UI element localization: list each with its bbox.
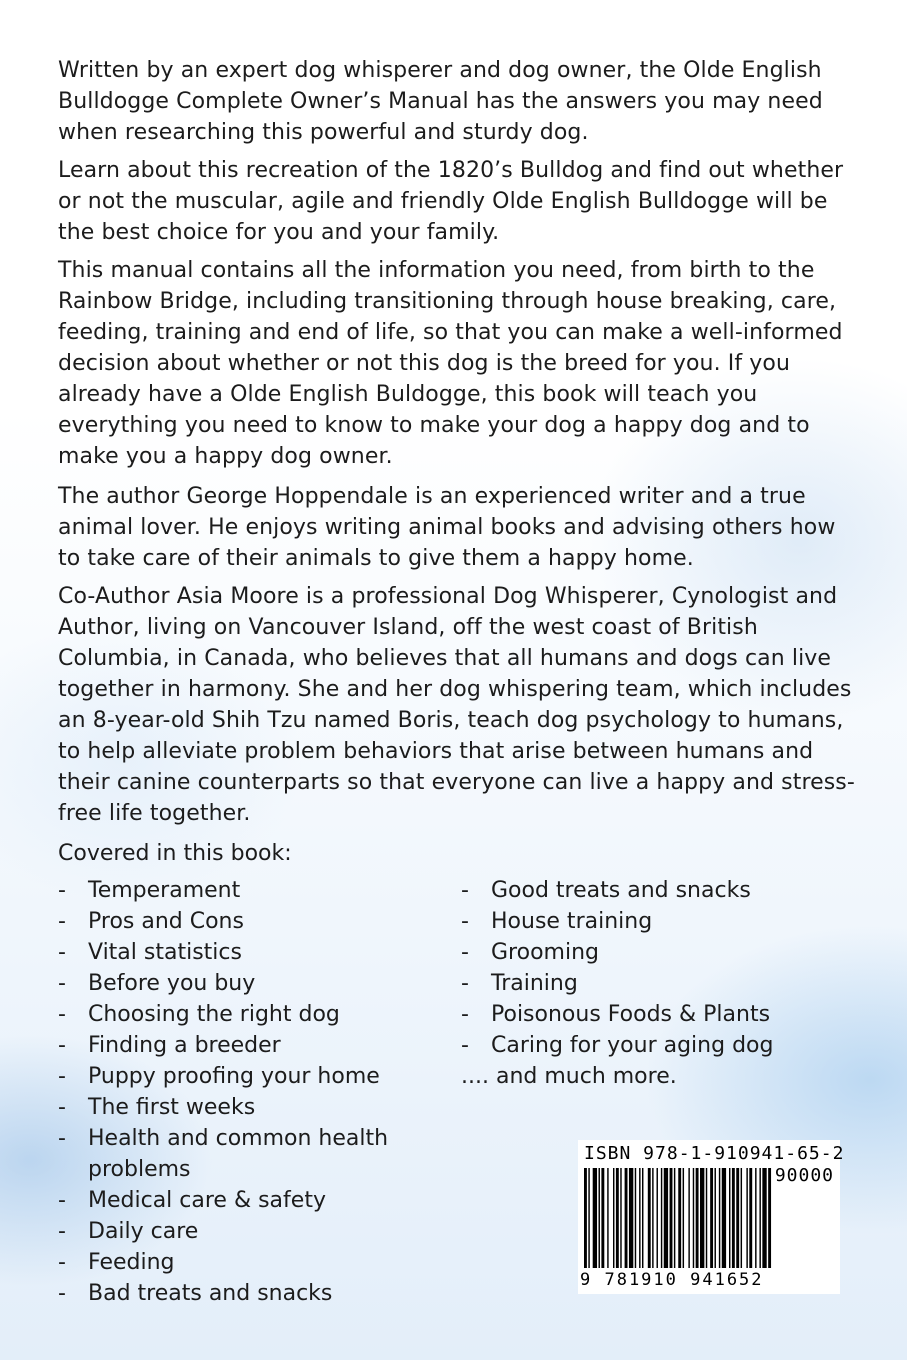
- description-paragraph-2: Learn about this recreation of the 1820’s Bulldog and find out whether or not the muscular, agile and friendly Olde English Bulldogge will be the best choice for you and your family.: [58, 158, 844, 245]
- barcode-bar: [736, 1168, 739, 1268]
- author-bio-paragraph: The author George Hoppendale is an experienced writer and a true animal lover. He enjoys writing animal books and advising others how to take care of their animals to give them a happy home.: [58, 484, 836, 571]
- barcode-bar: [613, 1168, 614, 1268]
- barcode-bar: [762, 1168, 766, 1268]
- topic-label: Vital statistics: [88, 940, 242, 965]
- bullet-dash: -: [58, 1250, 66, 1275]
- topic-item: [461, 1030, 861, 1061]
- topic-label: Health and common health problems: [88, 1126, 389, 1182]
- and-much-more-text: .... and much more.: [461, 1064, 677, 1089]
- bullet-dash: -: [58, 878, 66, 903]
- barcode-bar: [657, 1168, 658, 1268]
- bullet-dash: -: [58, 1002, 66, 1027]
- barcode-bar: [706, 1168, 707, 1268]
- barcode-bar: [722, 1168, 726, 1268]
- bullet-dash: -: [58, 1188, 66, 1213]
- barcode-bar: [639, 1168, 640, 1268]
- topic-item: [461, 937, 861, 968]
- topic-item: [58, 1216, 438, 1247]
- barcode-bar: [616, 1168, 619, 1268]
- barcode-bar: [625, 1168, 628, 1268]
- barcode-bar: [599, 1168, 600, 1268]
- topic-label: Medical care & safety: [88, 1188, 326, 1213]
- barcode-bar: [648, 1168, 651, 1268]
- barcode-bar: [688, 1168, 689, 1268]
- topic-label: Choosing the right dog: [88, 1002, 340, 1027]
- barcode-bar: [696, 1168, 699, 1268]
- topic-label: Bad treats and snacks: [88, 1281, 333, 1306]
- barcode-bar: [642, 1168, 643, 1268]
- covered-heading: Covered in this book:: [58, 841, 292, 866]
- bullet-dash: -: [461, 878, 469, 903]
- topic-item: [58, 1185, 438, 1216]
- topic-label: Temperament: [88, 878, 241, 903]
- bullet-dash: -: [461, 971, 469, 996]
- barcode-bar: [759, 1168, 760, 1268]
- topic-item: [58, 968, 438, 999]
- barcode-bar: [710, 1168, 713, 1268]
- price-code-label: 90000: [774, 1165, 834, 1186]
- barcode-bar: [693, 1168, 694, 1268]
- topic-label: Training: [491, 971, 578, 996]
- bullet-dash: -: [461, 940, 469, 965]
- barcode-bar: [664, 1168, 668, 1268]
- topic-item: [58, 1030, 438, 1061]
- barcode-bar: [683, 1168, 684, 1268]
- bullet-dash: -: [58, 940, 66, 965]
- barcode-bars: [584, 1165, 834, 1276]
- topic-label: Grooming: [491, 940, 599, 965]
- bullet-dash: -: [461, 1002, 469, 1027]
- description-paragraph-3: This manual contains all the information you need, from birth to the Rainbow Bridge, including transitioning through house breaking, care, feeding, training and end of life, so that you can make a well-informed decision about whether or not this dog is the breed for you. If you already have a Olde English Buldogge, this book will teach you everything you need to know to make your dog a happy dog and to make you a happy dog owner.: [58, 258, 843, 469]
- barcode-bar: [629, 1168, 633, 1268]
- topic-label: The first weeks: [88, 1095, 256, 1120]
- topic-item: [58, 1123, 438, 1185]
- topic-item: [58, 1247, 438, 1278]
- coauthor-bio-paragraph: Co-Author Asia Moore is a professional Dog Whisperer, Cynologist and Author, living on Vancouver Island, off the west coast of British Columbia, in Canada, who believes that all humans and dogs can live together in harmony. She and her dog whispering team, which includes an 8-year-old Shih Tzu named Boris, teach dog psychology to humans, to help alleviate problem behaviors that arise between humans and their canine counterparts so that everyone can live a happy and stress-free life together.: [58, 584, 855, 826]
- bullet-dash: -: [461, 1033, 469, 1058]
- bullet-dash: -: [58, 1219, 66, 1244]
- barcode-bar: [670, 1168, 673, 1268]
- isbn-label: ISBN 978-1-910941-65-2: [584, 1143, 845, 1164]
- topic-item: [58, 1061, 438, 1092]
- bullet-dash: -: [58, 1281, 66, 1306]
- topic-label: Poisonous Foods & Plants: [491, 1002, 771, 1027]
- barcode-bar: [601, 1168, 604, 1268]
- barcode-bar: [652, 1168, 653, 1268]
- barcode-bar: [607, 1168, 608, 1268]
- barcode-bar: [719, 1168, 720, 1268]
- topic-label: Feeding: [88, 1250, 175, 1275]
- topic-item: [58, 875, 438, 906]
- barcode-bar: [732, 1168, 735, 1268]
- topic-label: Caring for your aging dog: [491, 1033, 774, 1058]
- bullet-dash: -: [58, 909, 66, 934]
- topic-label: House training: [491, 909, 653, 934]
- bullet-dash: -: [58, 1033, 66, 1058]
- barcode-bar: [749, 1168, 752, 1268]
- topic-label: Finding a breeder: [88, 1033, 281, 1058]
- topic-item: [461, 968, 861, 999]
- barcode-bar: [729, 1168, 730, 1268]
- barcode-bar: [635, 1168, 636, 1268]
- topic-item: [58, 1278, 438, 1309]
- barcode-bar: [588, 1168, 589, 1268]
- isbn-barcode: [578, 1140, 845, 1294]
- topic-label: Pros and Cons: [88, 909, 244, 934]
- topic-item: [461, 999, 861, 1030]
- topic-label: Daily care: [88, 1219, 199, 1244]
- topic-label: Puppy proofing your home: [88, 1064, 380, 1089]
- barcode-bar: [746, 1168, 747, 1268]
- bullet-dash: -: [58, 1095, 66, 1120]
- topic-item: [58, 1092, 438, 1123]
- topic-label: Before you buy: [88, 971, 256, 996]
- topic-item: [58, 937, 438, 968]
- description-paragraph-1: Written by an expert dog whisperer and dog owner, the Olde English Bulldogge Complete Owner’s Manual has the answers you may need when researching this powerful and sturdy dog.: [58, 58, 823, 145]
- topic-item: [461, 906, 861, 937]
- topics-list-left: [58, 875, 438, 1309]
- topic-label: Good treats and snacks: [491, 878, 751, 903]
- barcode-bar: [593, 1168, 597, 1268]
- topic-item: [58, 999, 438, 1030]
- barcode-bar: [715, 1168, 716, 1268]
- barcode-bar: [755, 1168, 756, 1268]
- barcode-bar: [700, 1168, 704, 1268]
- barcode-bar: [768, 1168, 771, 1268]
- barcode-bar: [674, 1168, 675, 1268]
- topic-item: [58, 906, 438, 937]
- barcode-bar: [584, 1168, 587, 1268]
- barcode-bar: [741, 1168, 742, 1268]
- bullet-dash: -: [461, 909, 469, 934]
- topic-item: [461, 875, 861, 906]
- topics-list-right: [461, 875, 861, 1061]
- barcode-bar: [661, 1168, 662, 1268]
- bullet-dash: -: [58, 1126, 66, 1151]
- bullet-dash: -: [58, 1064, 66, 1089]
- bullet-dash: -: [58, 971, 66, 996]
- barcode-bar: [678, 1168, 681, 1268]
- barcode-bar: [620, 1168, 621, 1268]
- ean-digits-label: 9 781910 941652: [580, 1270, 764, 1290]
